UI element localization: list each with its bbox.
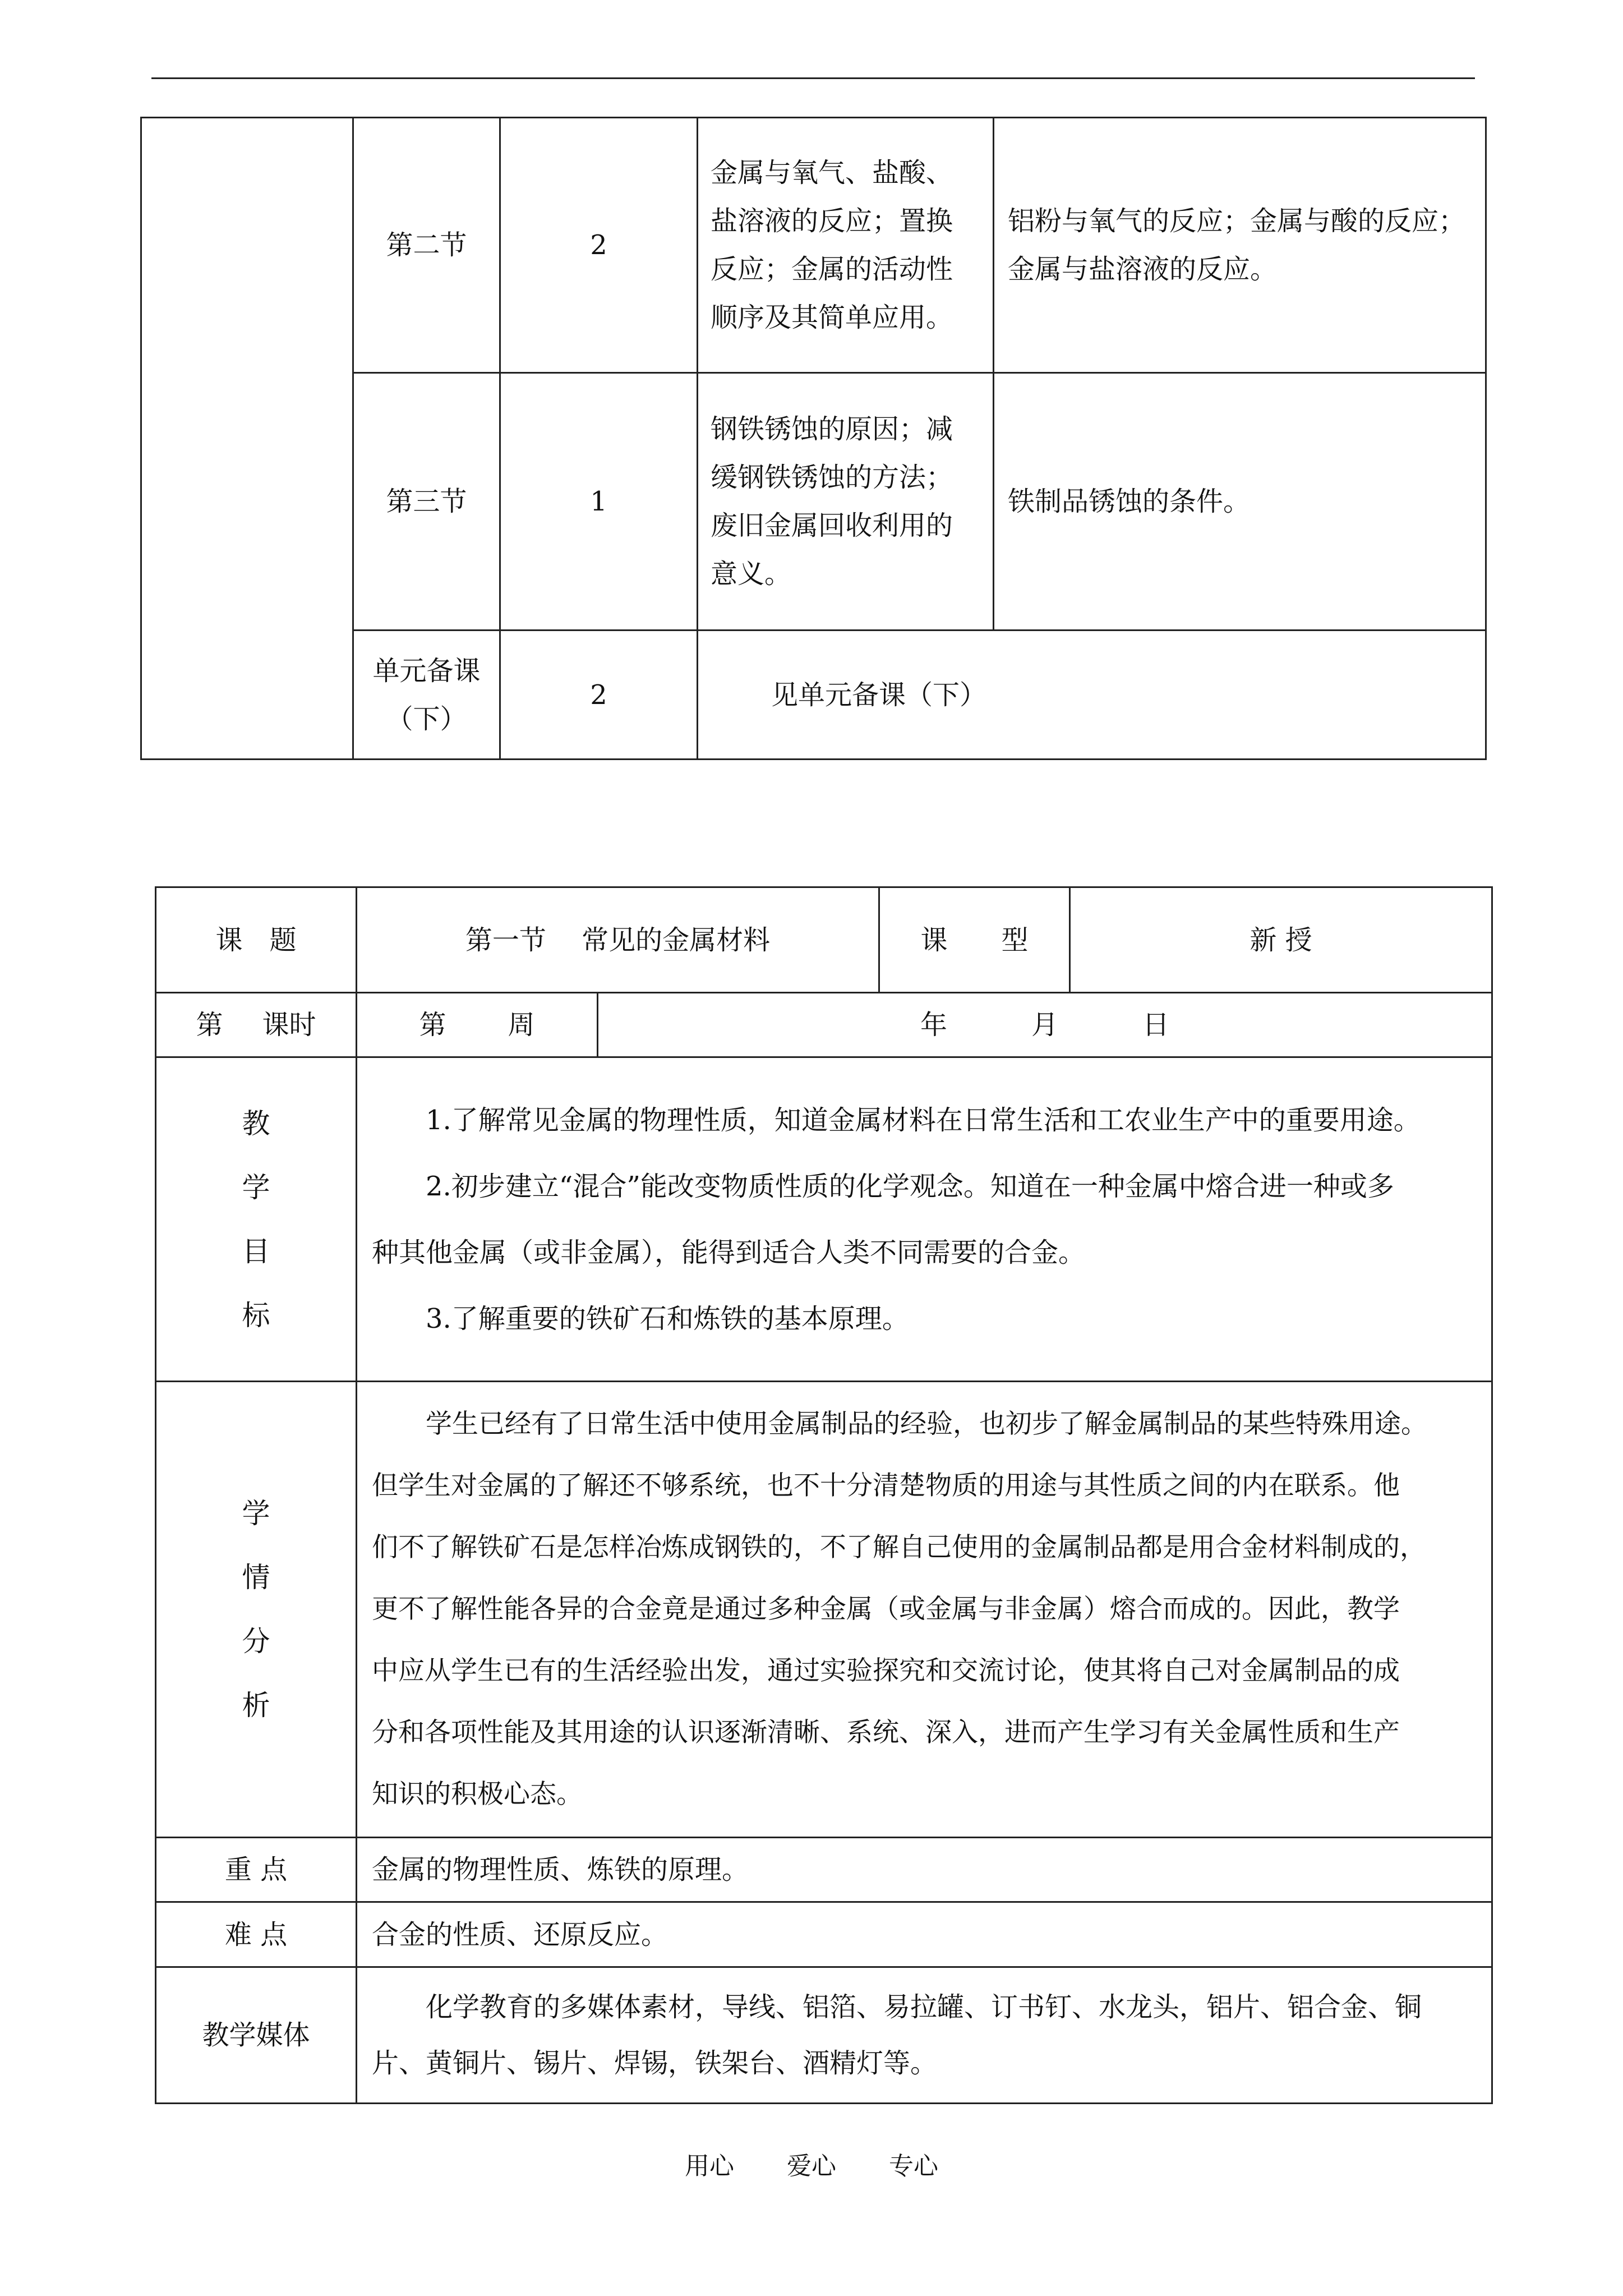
- date-cell: [598, 993, 1492, 1057]
- label-char: 情: [242, 1561, 270, 1594]
- label-char: 目: [242, 1235, 270, 1268]
- unit-plan-table-continued: [140, 117, 1487, 760]
- table-row: [156, 1967, 1492, 2104]
- period-cell: [156, 993, 357, 1057]
- table-row: [156, 993, 1492, 1057]
- text-line: （下）: [386, 703, 467, 735]
- page-footer: [0, 2146, 1623, 2182]
- analysis-line: 但学生对金属的了解还不够系统，也不十分清楚物质的用途与其性质之间的内在联系。他: [372, 1470, 1400, 1501]
- text-line: 单元备课: [372, 655, 481, 687]
- goal-line: 1.了解常见金属的物理性质，知道金属材料在日常生活和工农业生产中的重要用途。: [426, 1104, 1421, 1136]
- section-cell: [353, 631, 500, 760]
- topic-label: 课 题: [156, 887, 357, 993]
- hours-cell: 1: [500, 373, 698, 631]
- text-line: 意义。: [711, 558, 792, 590]
- text-line: 铝粉与氧气的反应；金属与酸的反应；: [1008, 205, 1466, 237]
- week-cell: [357, 993, 598, 1057]
- analysis-content: [357, 1382, 1492, 1838]
- lesson-plan-table: [155, 886, 1493, 2104]
- text-line: 金属与氧气、盐酸、: [711, 157, 953, 188]
- content-cell: 见单元备课（下）: [698, 631, 1486, 760]
- period-label: 课时: [262, 1009, 316, 1041]
- table-row: [156, 1057, 1492, 1382]
- goals-label: [156, 1057, 357, 1382]
- label-char: 学: [242, 1497, 270, 1530]
- text-line: 缓钢铁锈蚀的方法；: [711, 462, 953, 493]
- media-line: 片、黄铜片、锡片、焊锡，铁架台、酒精灯等。: [372, 2047, 938, 2079]
- label-char: 析: [242, 1689, 270, 1722]
- content-cell: [698, 373, 994, 631]
- experiment-cell: [994, 373, 1486, 631]
- text-line: 反应；金属的活动性: [711, 254, 953, 285]
- footer-text: 用心: [685, 2152, 734, 2180]
- key-value: 金属的物理性质、炼铁的原理。: [357, 1838, 1492, 1902]
- key-label: 重 点: [156, 1838, 357, 1902]
- footer-text: 爱心: [787, 2152, 836, 2180]
- text-line: 铁制品锈蚀的条件。: [1008, 486, 1251, 517]
- text-line: 盐溶液的反应；置换: [711, 205, 953, 237]
- analysis-label: [156, 1382, 357, 1838]
- analysis-line: 知识的积极心态。: [372, 1779, 583, 1810]
- analysis-line: 分和各项性能及其用途的认识逐渐清晰、系统、深入，进而产生学习有关金属性质和生产: [372, 1717, 1400, 1748]
- table-row: [156, 1902, 1492, 1967]
- analysis-line: 更不了解性能各异的合金竟是通过多种金属（或金属与非金属）熔合而成的。因此，教学: [372, 1594, 1400, 1625]
- difficulty-label: 难 点: [156, 1902, 357, 1967]
- date-day-label: 日: [1142, 1009, 1170, 1041]
- analysis-line: 们不了解铁矿石是怎样冶炼成钢铁的，不了解自己使用的金属制品都是用合金材料制成的，: [372, 1532, 1426, 1563]
- analysis-line: 学生已经有了日常生活中使用金属制品的经验，也初步了解金属制品的某些特殊用途。: [426, 1409, 1427, 1439]
- section-cell: 第二节: [353, 118, 500, 373]
- week-label: 周: [508, 1009, 535, 1041]
- goal-line: 种其他金属（或非金属），能得到适合人类不同需要的合金。: [372, 1236, 1086, 1268]
- table-row: [141, 118, 1486, 373]
- label-char: 分: [242, 1625, 270, 1658]
- experiment-cell: [994, 118, 1486, 373]
- label-char: 教: [242, 1107, 270, 1140]
- text-line: 金属与盐溶液的反应。: [1008, 254, 1278, 285]
- media-label: 教学媒体: [156, 1967, 357, 2104]
- week-label: 第: [419, 1009, 446, 1041]
- topic-value: 第一节 常见的金属材料: [357, 887, 879, 993]
- type-label: 课 型: [879, 887, 1070, 993]
- content-cell: [698, 118, 994, 373]
- analysis-line: 中应从学生已有的生活经验出发，通过实验探究和交流讨论，使其将自己对金属制品的成: [372, 1655, 1400, 1686]
- section-cell: 第三节: [353, 373, 500, 631]
- hours-cell: 2: [500, 118, 698, 373]
- text-line: 顺序及其简单应用。: [711, 302, 953, 333]
- table-row: [156, 887, 1492, 993]
- table-row: [156, 1838, 1492, 1902]
- type-value: 新 授: [1070, 887, 1492, 993]
- label-char: 学: [242, 1171, 270, 1204]
- blank-merged-cell: [141, 118, 353, 760]
- period-label: 第: [196, 1009, 223, 1041]
- text-line: 废旧金属回收利用的: [711, 510, 953, 541]
- footer-text: 专心: [889, 2152, 938, 2180]
- media-line: 化学教育的多媒体素材，导线、铝箔、易拉罐、订书钉、水龙头，铝片、铝合金、铜: [426, 1991, 1422, 2023]
- hours-cell: 2: [500, 631, 698, 760]
- date-year-label: 年: [920, 1009, 947, 1041]
- label-char: 标: [242, 1299, 270, 1332]
- table-row: [156, 1382, 1492, 1838]
- header-rule: [151, 77, 1475, 79]
- difficulty-value: 合金的性质、还原反应。: [357, 1902, 1492, 1967]
- date-month-label: 月: [1031, 1009, 1059, 1041]
- media-content: [357, 1967, 1492, 2104]
- goal-line: 3.了解重要的铁矿石和炼铁的基本原理。: [426, 1303, 909, 1335]
- text-line: 钢铁锈蚀的原因；减: [711, 413, 953, 445]
- goal-line: 2.初步建立“混合”能改变物质性质的化学观念。知道在一种金属中熔合进一种或多: [426, 1170, 1394, 1202]
- goals-content: [357, 1057, 1492, 1382]
